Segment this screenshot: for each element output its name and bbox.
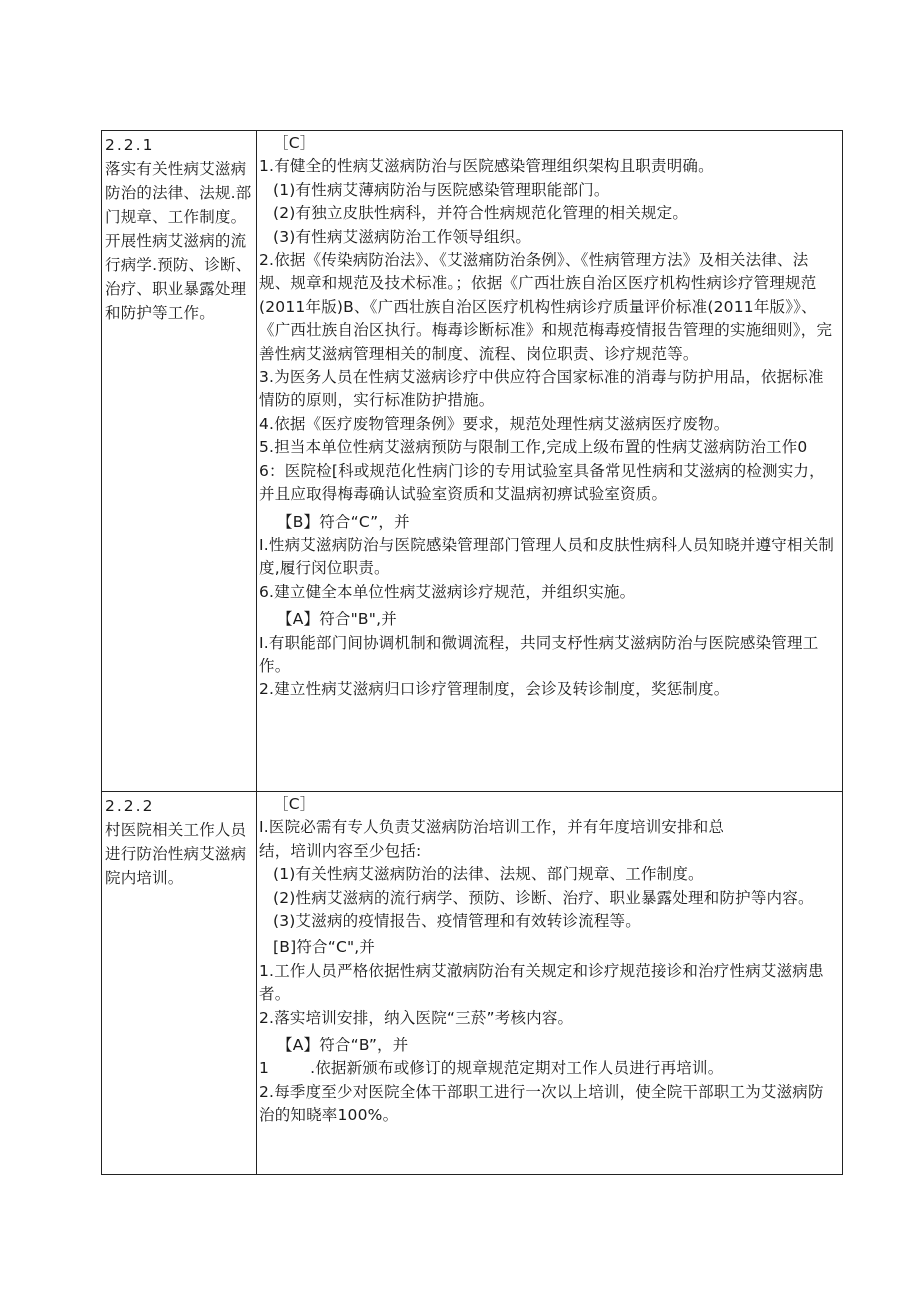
criteria-line: (1)有关性病艾滋病防治的法律、法规、部门规章、工作制度。 — [273, 865, 704, 884]
criteria-line: (3)有性病艾滋病防治工作领导组织。 — [273, 227, 532, 246]
grade-c-heading: ［C］ — [273, 134, 316, 152]
criteria-line: 结，培训内容至少包括: — [259, 841, 422, 860]
criteria-cell — [257, 792, 843, 1175]
item-code: 2.2.2 — [105, 797, 155, 815]
criteria-line: I.有职能部门间协调机制和微调流程，共同支杼性病艾滋病防治与医院感染管理工作。 — [259, 633, 819, 675]
criteria-line: (2)性病艾滋病的流行病学、预防、诊断、治疗、职业暴露处理和防护等内容。 — [273, 888, 814, 907]
criteria-line: 6：医院检[科或规范化性病门诊的专用试验室具备常见性病和艾滋病的检测实力，并且应取得梅毒确认试验室资质和艾温病初痹试验室资质。 — [259, 461, 825, 504]
criteria-line: 1.工作人员严格依据性病艾澈病防治有关规定和诊疗规范接诊和治疗性病艾滋病患者。 — [259, 961, 824, 1004]
criteria-line: (3)艾滋病的疫情报告、疫情管理和有效转诊流程等。 — [273, 912, 641, 931]
criteria-line: I.性病艾滋病防治与医院感染管理部门管理人员和皮肤性病科人员知晓并遵守相关制度,履行闵位职责。 — [259, 535, 835, 578]
criteria-cell — [257, 131, 843, 792]
grade-b-heading: [B]符合“C",并 — [273, 938, 376, 957]
standards-table — [101, 130, 843, 1175]
item-code: 2.2.1 — [105, 136, 155, 154]
criteria-line: 2.建立性病艾滋病归口诊疗管理制度，会诊及转诊制度，奖惩制度。 — [259, 680, 730, 699]
item-title: 村医院相关工作人员进行防治性病艾滋病院内培训。 — [105, 821, 247, 887]
table-row — [102, 792, 843, 1175]
criteria-line: 1.有健全的性病艾滋病防治与医院感染管理组织架构且职责明确。 — [259, 157, 714, 176]
table-row — [102, 131, 843, 792]
criteria-line: 6.建立健全本单位性病艾滋病诊疗规范，并组织实施。 — [259, 582, 636, 601]
criteria-line: 2.落实培训安排，纳入医院“三菸”考核内容。 — [259, 1008, 574, 1027]
criteria-line: I.医院必需有专人负责艾滋病防治培训工作，并有年度培训安排和总 — [259, 818, 725, 837]
item-cell — [102, 792, 257, 1175]
criteria-line: 2.每季度至少对医院全体干部职工进行一次以上培训，使全院干部职工为艾滋病防治的知晓率100%。 — [259, 1082, 824, 1125]
grade-a-heading: 【A】符合"B",并 — [277, 610, 397, 629]
criteria-line: 3.为医务人员在性病艾滋病诊疗中供应符合国家标准的消毒与防护用品，依据标准情防的原则，实行标准防护措施。 — [259, 368, 824, 410]
criteria-line: (2)有独立皮肤性病科，并符合性病规范化管理的相关规定。 — [273, 204, 689, 223]
criteria-line: 2.依据《传染病防治法》、《艾滋痛防治条例》、《性病管理方法》及相关法律、法规、规章和规范及技术标准。；依据《广西壮族自治区医疗机构性病诊疗管理规范(2011年版)B、《广西壮族自治区医疗机构性病诊疗质量评价标准(2011年版》》、《广西壮族自治区执行。梅毒诊断标准》和规范梅毒疫情报告管理的实施细则》，完善性病艾滋病管理相关的制度、流程、岗位职责、诊疗规范等。 — [259, 251, 833, 363]
criteria-line: (1)有性病艾薄病防治与医院感染管理职能部门。 — [273, 180, 610, 199]
criteria-line: 4.依据《医疗废物管理条例》要求，规范处理性病艾滋病医疗废物。 — [259, 414, 730, 433]
criteria-line: 1 .依据新颁布或修订的规章规范定期对工作人员进行再培训。 — [259, 1059, 724, 1078]
grade-b-heading: 【B】符合“C”，并 — [277, 512, 410, 531]
grade-c-heading: ［C］ — [273, 795, 316, 813]
grade-a-heading: 【A】符合“B”，并 — [277, 1036, 409, 1055]
criteria-line: 5.担当本单位性病艾滋病预防与限制工作,完成上级布置的性病艾滋病防治工作0 — [259, 438, 808, 457]
item-title: 落实有关性病艾滋病防治的法律、法规.部门规章、工作制度。开展性病艾滋病的流行病学.预防、诊断、治疗、职业暴露处理和防护等工作。 — [105, 160, 252, 322]
item-cell — [102, 131, 257, 792]
